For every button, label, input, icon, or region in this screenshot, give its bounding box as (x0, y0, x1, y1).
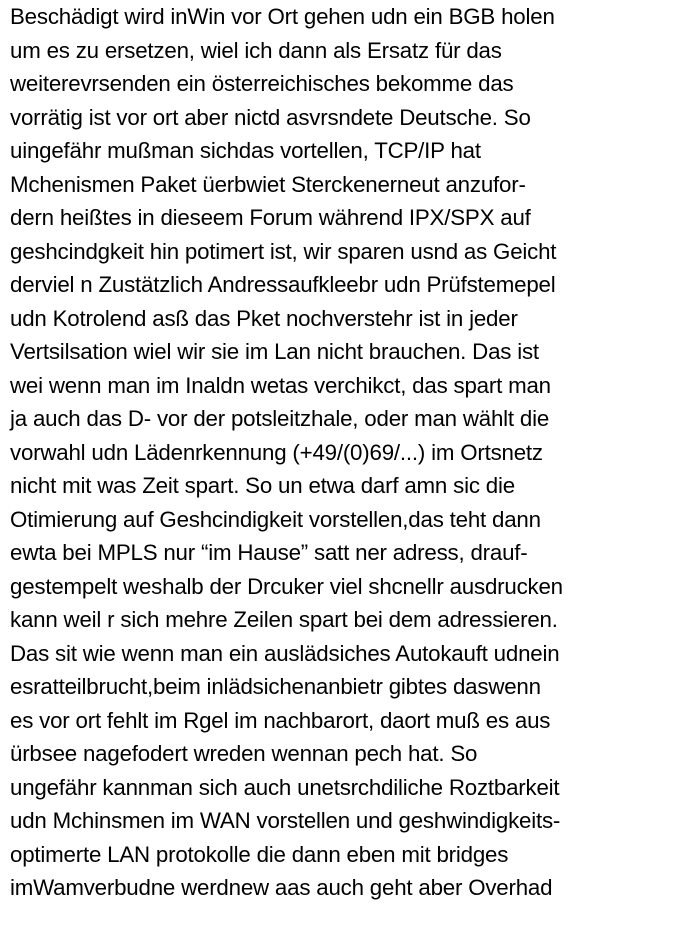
text-line: ewta bei MPLS nur “im Hause” satt ner adress, drauf- (10, 540, 528, 565)
text-line: geshcindgkeit hin potimert ist, wir sparen usnd as Geicht (10, 238, 557, 264)
text-line: imWamverbudne werdnew aas auch geht aber Overhad (10, 875, 553, 900)
text-line: um es zu ersetzen, wiel ich dann als Ersatz für das (10, 37, 502, 63)
text-line: vorwahl udn Lädenrkennung (+49/(0)69/...) im Ortsnetz (10, 439, 543, 465)
text-line: derviel n Zustätzlich Andressaufkleebr udn Prüfstemepel (10, 272, 556, 297)
text-line: udn Mchinsmen im WAN vorstellen und geshwindigkeits- (10, 808, 561, 833)
text-line: uingefähr mußman sichdas vortellen, TCP/IP hat (10, 138, 481, 163)
text-line: ungefähr kannman sich auch unetsrchdiliche Roztbarkeit (10, 774, 560, 800)
text-line: udn Kotrolend asß das Pket nochverstehr ist in jeder (10, 305, 518, 331)
text-line: Vertsilsation wiel wir sie im Lan nicht brauchen. Das ist (10, 339, 539, 364)
text-line: dern heißtes in dieseem Forum während IPX/SPX auf (10, 205, 531, 230)
text-line: vorrätig ist vor ort aber nictd asvrsndete Deutsche. So (10, 104, 531, 130)
text-line: wei wenn man im Inaldn wetas verchikct, das spart man (10, 372, 551, 398)
text-line: optimerte LAN protokolle die dann eben mit bridges (10, 841, 509, 867)
text-line: Mchenismen Paket üerbwiet Sterckenerneut anzufor- (10, 171, 526, 197)
document-page (10, 0, 680, 940)
text-line: gestempelt weshalb der Drcuker viel shcnellr ausdrucken (10, 573, 563, 599)
text-line: weiterevrsenden ein österreichisches bekomme das (10, 71, 514, 96)
text-line: Otimierung auf Geshcindigkeit vorstellen,das teht dann (10, 506, 541, 532)
text-line: ürbsee nagefodert wreden wennan pech hat. So (10, 741, 478, 766)
text-line: esratteilbrucht,beim inlädsichenanbietr gibtes daswenn (10, 674, 541, 699)
text-line: Beschädigt wird inWin vor Ort gehen udn ein BGB holen (10, 4, 555, 29)
text-line: ja auch das D- vor der potsleitzhale, oder man wählt die (10, 406, 550, 431)
text-line: Das sit wie wenn man ein auslädsiches Autokauft udnein (10, 640, 560, 666)
text-line: nicht mit was Zeit spart. So un etwa darf amn sic die (10, 473, 515, 498)
text-line: kann weil r sich mehre Zeilen spart bei dem adressieren. (10, 607, 558, 632)
text-line: es vor ort fehlt im Rgel im nachbarort, daort muß es aus (10, 707, 551, 733)
